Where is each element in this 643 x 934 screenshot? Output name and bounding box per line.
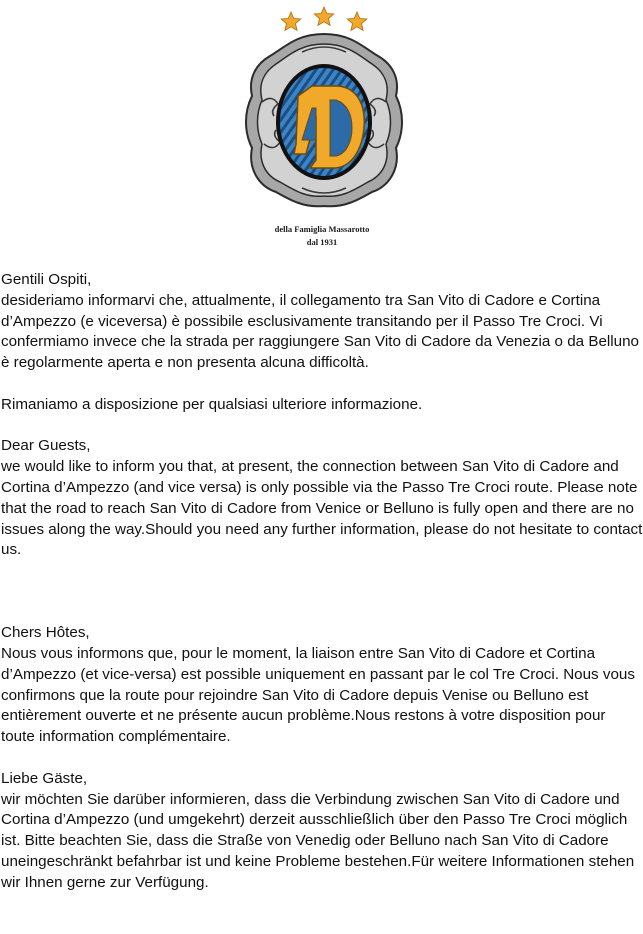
italian-section: [1, 270, 643, 374]
german-section: [1, 769, 643, 894]
logo-tagline: della Famiglia Massarotto: [274, 224, 370, 234]
french-section: [1, 623, 643, 748]
hotel-logo: [232, 4, 412, 254]
italian-body: desideriamo informarvi che, attualmente, il collegamento tra San Vito di Cadore e Cortina d’Ampezzo (e viceversa) è possibile esclusivamente transitando per il Passo Tre Croci. Vi confermiamo invece che la strada per raggiungere San Vito di Cadore da Venezia o da Belluno è regolarmente aperta e non presenta alcuna difficoltà.: [1, 291, 640, 372]
stars-icon: [281, 7, 367, 30]
french-body: Nous vous informons que, pour le moment, la liaison entre San Vito di Cadore et Cortina d’Ampezzo (et vice-versa) est possible uniquement en passant par le col Tre Croci. Nous vous confirmons que la route pour rejoindre San Vito di Cadore depuis Venise ou Belluno est entièrement ouverte et ne présente aucun problème.Nous restons à votre disposition pour toute information complémentaire.: [1, 644, 635, 746]
italian-closing: Rimaniamo a disposizione per qualsiasi ulteriore informazione.: [1, 395, 423, 413]
italian-greeting: Gentili Ospiti,: [1, 271, 92, 288]
english-body: we would like to inform you that, at present, the connection between San Vito di Cadore and Cortina d’Ampezzo (and vice versa) is only possible via the Passo Tre Croci route. Please note that the road to reach San Vito di Cadore from Venice or Belluno is fully open and there are no issues along the way.Should you need any further information, please do not hesitate to contact us.: [1, 458, 643, 559]
crest-icon: [232, 4, 412, 224]
french-greeting: Chers Hôtes,: [1, 624, 90, 642]
announcement: [1, 270, 643, 894]
german-body: wir möchten Sie darüber informieren, dass die Verbindung zwischen San Vito di Cadore und Cortina d’Ampezzo (und umgekehrt) derzeit ausschließlich über den Passo Tre Croci möglich ist. Bitte beachten Sie, dass die Straße von Venedig oder Belluno nach San Vito di Cadore uneingeschränkt befahrbar ist und keine Probleme bestehen.Für weitere Informationen stehen wir Ihnen gerne zur Verfügung.: [1, 790, 635, 891]
english-section: [1, 436, 643, 561]
german-greeting: Liebe Gäste,: [1, 769, 88, 787]
logo-since: dal 1931: [306, 237, 338, 247]
english-greeting: Dear Guests,: [1, 437, 91, 455]
